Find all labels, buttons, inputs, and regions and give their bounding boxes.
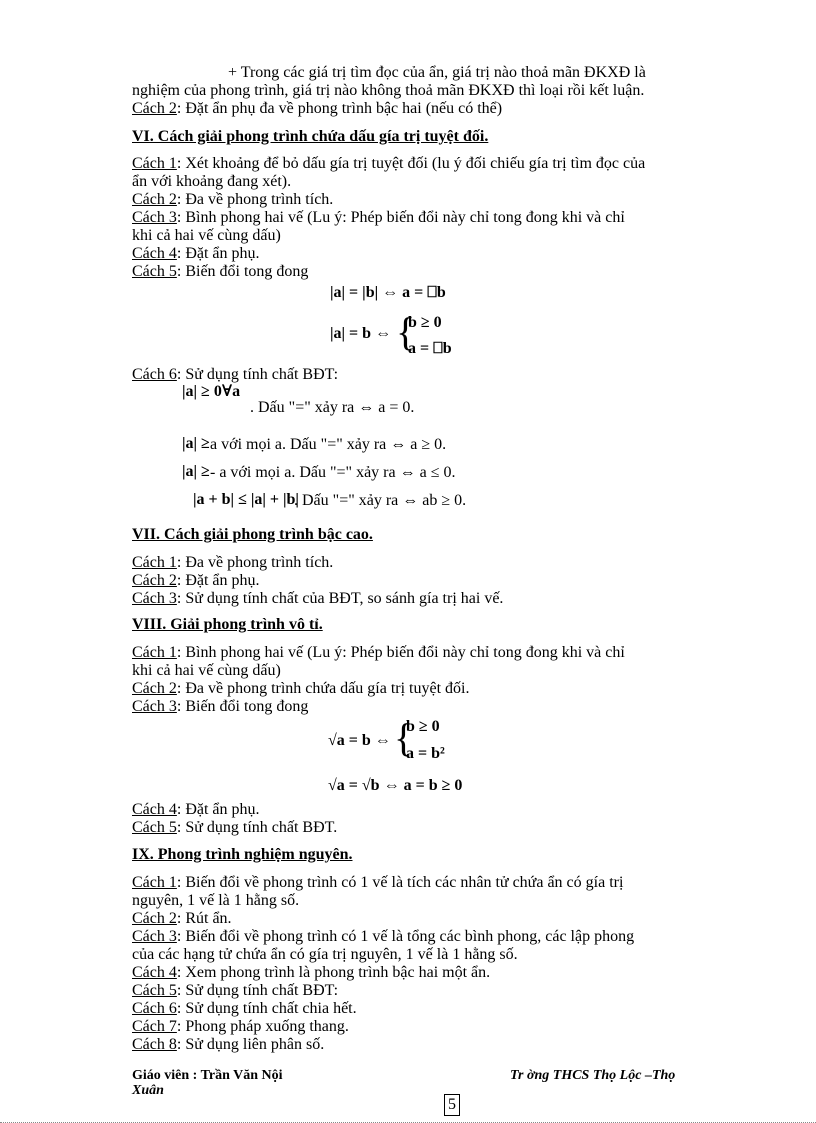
text-line: . Dấu "=" xảy ra ⇔ a = 0. bbox=[250, 399, 415, 416]
text-line bbox=[132, 874, 623, 892]
method-text: : Biến đổi tong đong bbox=[176, 263, 309, 280]
formula: a = b² bbox=[406, 745, 445, 762]
formula: b ≥ 0 bbox=[408, 314, 442, 331]
text-line bbox=[132, 209, 625, 227]
method-label: Cách 5 bbox=[132, 819, 177, 836]
method-label: Cách 8 bbox=[132, 1036, 177, 1053]
text-line bbox=[132, 155, 645, 173]
method-label: Cách 2 bbox=[132, 572, 177, 589]
method-text: : Sử dụng tính chất BĐT. bbox=[176, 819, 338, 836]
method-label: Cách 6 bbox=[132, 1000, 177, 1017]
brace-symbol: { bbox=[394, 715, 414, 760]
method-label: Cách 3 bbox=[132, 698, 177, 715]
method-label: Cách 4 bbox=[132, 245, 177, 262]
text-line bbox=[132, 100, 502, 118]
method-text: : Biến đổi về phong trình có 1 vế là tổng các bình phong, các lập phong bbox=[176, 928, 635, 945]
method-text: : Sử dụng tính chất BĐT: bbox=[176, 366, 339, 383]
method-text: : Đa về phong trình tích. bbox=[176, 554, 334, 571]
text-line bbox=[132, 245, 260, 263]
method-label: Cách 6 bbox=[132, 366, 177, 383]
text-line: nguyên, 1 vế là 1 hằng số. bbox=[132, 892, 300, 909]
text-line bbox=[132, 1000, 357, 1018]
text-line bbox=[132, 1018, 349, 1036]
method-label: Cách 2 bbox=[132, 680, 177, 697]
text-line: khi cả hai vế cùng dấu) bbox=[132, 662, 281, 679]
method-text: : Bình phong hai vế (Lu ý: Phép biến đổi này chỉ tong đong khi và chỉ bbox=[176, 209, 625, 226]
text-line bbox=[132, 644, 625, 662]
method-label: Cách 5 bbox=[132, 263, 177, 280]
method-label: Cách 3 bbox=[132, 590, 177, 607]
method-text: : Sử dụng tính chất BĐT: bbox=[176, 982, 339, 999]
section-heading-vii: VII. Cách giải phong trình bậc cao. bbox=[132, 526, 373, 543]
text-line: nghiệm của phong trình, giá trị nào không thoả mãn ĐKXĐ thì loại rồi kết luận. bbox=[132, 82, 645, 99]
formula: √a = √b ⇔ a = b ≥ 0 bbox=[328, 777, 463, 794]
method-label: Cách 3 bbox=[132, 928, 177, 945]
text-line bbox=[132, 572, 260, 590]
text-line bbox=[132, 680, 469, 698]
text-line bbox=[132, 554, 333, 572]
method-label: Cách 1 bbox=[132, 155, 177, 172]
brace-symbol: { bbox=[396, 309, 416, 354]
text-line bbox=[132, 191, 333, 209]
section-heading-viii: VIII. Giải phong trình vô tỉ. bbox=[132, 616, 323, 633]
footer-school: Tr ờng THCS Thọ Lộc –Thọ bbox=[510, 1068, 676, 1083]
method-label: Cách 2 bbox=[132, 910, 177, 927]
footer-teacher: Giáo viên : Trần Văn Nội bbox=[132, 1068, 283, 1083]
text-line bbox=[132, 964, 490, 982]
method-label: Cách 5 bbox=[132, 982, 177, 999]
formula: √a = b ⇔ bbox=[328, 732, 391, 749]
section-heading-ix: IX. Phong trình nghiệm nguyên. bbox=[132, 846, 353, 863]
text-line: - a với mọi a. Dấu "=" xảy ra ⇔ a ≤ 0. bbox=[210, 464, 456, 481]
method-text: : Đa về phong trình tích. bbox=[176, 191, 334, 208]
method-text: : Xét khoảng để bỏ dấu gía trị tuyệt đối (lu ý đối chiếu gía trị tìm đọc của bbox=[176, 155, 646, 172]
method-label: Cách 4 bbox=[132, 964, 177, 981]
method-label: Cách 1 bbox=[132, 554, 177, 571]
method-text: : Biến đổi về phong trình có 1 vế là tích các nhân tử chứa ẩn có gía trị bbox=[176, 874, 624, 891]
text-line bbox=[132, 819, 337, 837]
method-text: : Đặt ẩn phụ. bbox=[176, 801, 260, 818]
method-label: Cách 1 bbox=[132, 644, 177, 661]
text-line: khi cả hai vế cùng dấu) bbox=[132, 227, 281, 244]
section-heading-vi: VI. Cách giải phong trình chứa dấu gía trị tuyệt đối. bbox=[132, 128, 489, 145]
text-line bbox=[132, 263, 308, 281]
text-line bbox=[132, 1036, 324, 1054]
formula: |a| = |b| ⇔ a = ⎕b bbox=[330, 284, 446, 301]
method-label: Cách 1 bbox=[132, 874, 177, 891]
text-line bbox=[132, 590, 503, 608]
text-line: . Dấu "=" xảy ra ⇔ ab ≥ 0. bbox=[294, 492, 467, 509]
method-text: : Đa về phong trình chứa dấu gía trị tuyệt đối. bbox=[176, 680, 470, 697]
formula: |a| = b ⇔ bbox=[330, 325, 392, 342]
method-label: Cách 2 bbox=[132, 100, 177, 117]
text-line bbox=[132, 910, 232, 928]
text-line bbox=[132, 801, 260, 819]
method-text: : Rút ẩn. bbox=[176, 910, 232, 927]
text-line: của các hạng tử chứa ẩn có gía trị nguyên, 1 vế là 1 hằng số. bbox=[132, 946, 518, 963]
text-line bbox=[132, 928, 634, 946]
formula: a = ⎕b bbox=[408, 340, 452, 357]
method-text: : Sử dụng tính chất của BĐT, so sánh gía trị hai vế. bbox=[176, 590, 504, 607]
method-text: : Biến đổi tong đong bbox=[176, 698, 309, 715]
method-text: : Đặt ẩn phụ đa về phong trình bậc hai (nếu có thể) bbox=[176, 100, 503, 117]
text-line: ẩn với khoảng đang xét). bbox=[132, 173, 292, 190]
formula: |a| ≥ 0∀a bbox=[182, 383, 241, 400]
method-label: Cách 2 bbox=[132, 191, 177, 208]
text-line: a với mọi a. Dấu "=" xảy ra ⇔ a ≥ 0. bbox=[210, 436, 447, 453]
formula: b ≥ 0 bbox=[406, 718, 440, 735]
method-text: : Bình phong hai vế (Lu ý: Phép biến đổi này chỉ tong đong khi và chỉ bbox=[176, 644, 625, 661]
method-label: Cách 3 bbox=[132, 209, 177, 226]
text-line: + Trong các giá trị tìm đọc của ẩn, giá trị nào thoả mãn ĐKXĐ là bbox=[228, 64, 646, 81]
method-text: : Đặt ẩn phụ. bbox=[176, 245, 260, 262]
footer-teacher-cont: Xuân bbox=[132, 1083, 164, 1098]
method-label: Cách 7 bbox=[132, 1018, 177, 1035]
method-text: : Đặt ẩn phụ. bbox=[176, 572, 260, 589]
text-line bbox=[132, 698, 308, 716]
method-text: : Xem phong trình là phong trình bậc hai một ẩn. bbox=[176, 964, 491, 981]
method-text: : Sử dụng liên phân số. bbox=[176, 1036, 325, 1053]
formula: |a + b| ≤ |a| + |b| bbox=[193, 491, 299, 508]
method-text: : Phong pháp xuống thang. bbox=[176, 1018, 349, 1035]
method-text: : Sử dụng tính chất chia hết. bbox=[176, 1000, 357, 1017]
formula: |a| ≥ bbox=[182, 435, 210, 452]
text-line bbox=[132, 982, 338, 1000]
formula: |a| ≥ bbox=[182, 463, 210, 480]
page-number: 5 bbox=[444, 1094, 460, 1116]
method-label: Cách 4 bbox=[132, 801, 177, 818]
